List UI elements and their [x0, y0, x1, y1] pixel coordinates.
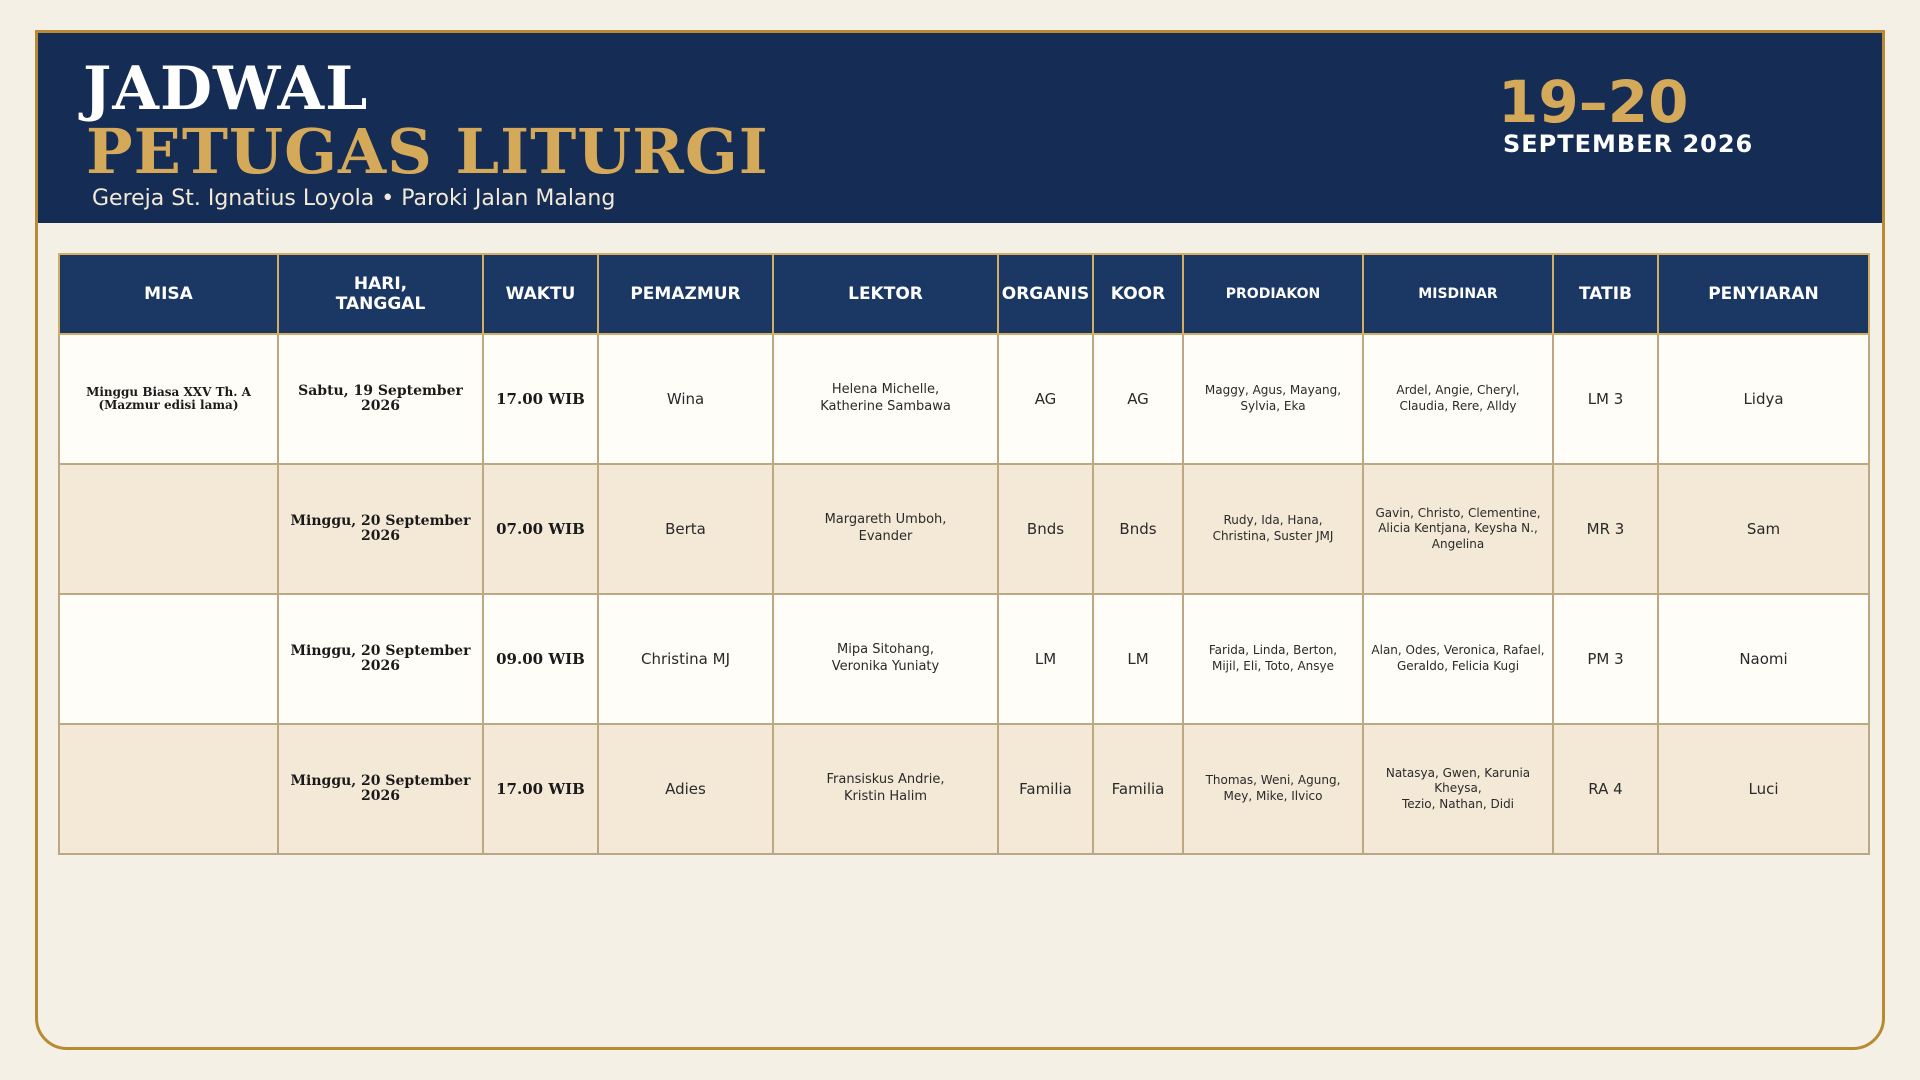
cell-penyiaran: Naomi: [1658, 594, 1869, 724]
cell-organis: Bnds: [998, 464, 1093, 594]
table-row: [59, 594, 1869, 724]
cell-penyiaran: Luci: [1658, 724, 1869, 854]
cell-misdinar: Natasya, Gwen, Karunia Kheysa, Tezio, Nathan, Didi: [1363, 724, 1553, 854]
cell-organis: Familia: [998, 724, 1093, 854]
cell-tanggal: Sabtu, 19 September 2026: [278, 334, 483, 464]
column-header-pemazmur: PEMAZMUR: [598, 254, 773, 334]
table-header-row: [59, 254, 1869, 334]
column-header-prodiakon: PRODIAKON: [1183, 254, 1363, 334]
column-header-waktu: WAKTU: [483, 254, 598, 334]
column-header-koor: KOOR: [1093, 254, 1183, 334]
cell-pemazmur: Adies: [598, 724, 773, 854]
column-header-tanggal: HARI, TANGGAL: [278, 254, 483, 334]
cell-misdinar: Ardel, Angie, Cheryl, Claudia, Rere, Alldy: [1363, 334, 1553, 464]
cell-lektor: Margareth Umboh, Evander: [773, 464, 998, 594]
cell-lektor: Fransiskus Andrie, Kristin Halim: [773, 724, 998, 854]
cell-penyiaran: Sam: [1658, 464, 1869, 594]
cell-misa: [59, 724, 278, 854]
cell-tatib: RA 4: [1553, 724, 1658, 854]
page-title: JADWAL: [83, 54, 369, 124]
column-header-misa: MISA: [59, 254, 278, 334]
cell-koor: AG: [1093, 334, 1183, 464]
table-row: [59, 724, 1869, 854]
schedule-card: [35, 30, 1885, 1050]
cell-misdinar: Alan, Odes, Veronica, Rafael, Geraldo, Felicia Kugi: [1363, 594, 1553, 724]
cell-lektor: Helena Michelle, Katherine Sambawa: [773, 334, 998, 464]
church-subtitle: Gereja St. Ignatius Loyola • Paroki Jalan Malang: [92, 186, 616, 211]
column-header-misdinar: MISDINAR: [1363, 254, 1553, 334]
cell-pemazmur: Christina MJ: [598, 594, 773, 724]
cell-waktu: 09.00 WIB: [483, 594, 598, 724]
cell-pemazmur: Berta: [598, 464, 773, 594]
cell-misa: Minggu Biasa XXV Th. A (Mazmur edisi lama): [59, 334, 278, 464]
cell-lektor: Mipa Sitohang, Veronika Yuniaty: [773, 594, 998, 724]
cell-waktu: 17.00 WIB: [483, 724, 598, 854]
cell-waktu: 07.00 WIB: [483, 464, 598, 594]
cell-tatib: MR 3: [1553, 464, 1658, 594]
cell-penyiaran: Lidya: [1658, 334, 1869, 464]
cell-tanggal: Minggu, 20 September 2026: [278, 594, 483, 724]
cell-koor: Familia: [1093, 724, 1183, 854]
cell-koor: LM: [1093, 594, 1183, 724]
table-row: [59, 334, 1869, 464]
cell-pemazmur: Wina: [598, 334, 773, 464]
cell-prodiakon: Thomas, Weni, Agung, Mey, Mike, Ilvico: [1183, 724, 1363, 854]
cell-organis: LM: [998, 594, 1093, 724]
header-banner: [38, 33, 1882, 223]
column-header-organis: ORGANIS: [998, 254, 1093, 334]
cell-misa: [59, 594, 278, 724]
cell-tanggal: Minggu, 20 September 2026: [278, 724, 483, 854]
cell-koor: Bnds: [1093, 464, 1183, 594]
column-header-tatib: TATIB: [1553, 254, 1658, 334]
cell-waktu: 17.00 WIB: [483, 334, 598, 464]
column-header-lektor: LEKTOR: [773, 254, 998, 334]
cell-tatib: LM 3: [1553, 334, 1658, 464]
schedule-table: [58, 253, 1870, 855]
cell-prodiakon: Farida, Linda, Berton, Mijil, Eli, Toto, Ansye: [1183, 594, 1363, 724]
table-row: [59, 464, 1869, 594]
month-year: SEPTEMBER 2026: [1503, 130, 1754, 158]
date-range: 19–20: [1498, 68, 1689, 136]
cell-tanggal: Minggu, 20 September 2026: [278, 464, 483, 594]
page-title-secondary: PETUGAS LITURGI: [86, 115, 769, 188]
cell-organis: AG: [998, 334, 1093, 464]
column-header-penyiaran: PENYIARAN: [1658, 254, 1869, 334]
cell-prodiakon: Maggy, Agus, Mayang, Sylvia, Eka: [1183, 334, 1363, 464]
cell-misdinar: Gavin, Christo, Clementine, Alicia Kentjana, Keysha N., Angelina: [1363, 464, 1553, 594]
cell-tatib: PM 3: [1553, 594, 1658, 724]
cell-prodiakon: Rudy, Ida, Hana, Christina, Suster JMJ: [1183, 464, 1363, 594]
cell-misa: [59, 464, 278, 594]
